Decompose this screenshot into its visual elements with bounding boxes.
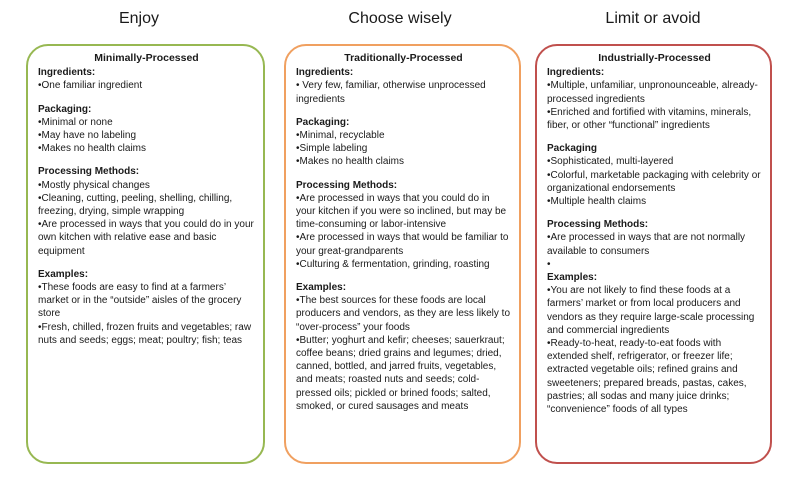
ingredients-heading: Ingredients:: [547, 67, 605, 79]
card-industrially-processed: [535, 44, 772, 464]
list-item: •: [547, 258, 551, 270]
list-item: •One familiar ingredient: [38, 80, 143, 92]
list-item: •Makes no health claims: [296, 156, 404, 168]
header-limit-or-avoid: Limit or avoid: [605, 10, 701, 27]
card-title: Industrially-Processed: [598, 52, 711, 64]
processing-methods-heading: Processing Methods:: [296, 179, 398, 191]
list-item: •Mostly physical changes: [38, 179, 150, 191]
list-item: • Very few, familiar, otherwise unprocessed ingredients: [296, 80, 486, 105]
ingredients-heading: Ingredients:: [38, 67, 96, 79]
header-enjoy: Enjoy: [118, 10, 160, 27]
list-item: •Are processed in ways that you could do in your own kitchen with relative ease and basic equipment: [38, 219, 254, 257]
ingredients-heading: Ingredients:: [296, 67, 354, 79]
processing-methods-heading: Processing Methods:: [547, 219, 649, 231]
card-title: Minimally-Processed: [94, 52, 199, 64]
list-item: •Culturing & fermentation, grinding, roasting: [296, 258, 490, 270]
examples-heading: Examples:: [38, 268, 89, 280]
list-item: •Colorful, marketable packaging with celebrity or organizational endorsements: [547, 169, 761, 194]
list-item: •Fresh, chilled, frozen fruits and vegetables; raw nuts and seeds; eggs; meat; poultry; fish; teas: [38, 321, 252, 346]
list-item: •Ready-to-heat, ready-to-eat foods with extended shelf, refrigerator, or freezer life; extracted vegetable oils; refined grains and sweeteners; prepared breads, pastas, cakes, pastries; all sodas and many juice drinks; “convenience” foods of all types: [547, 338, 747, 416]
list-item: •Simple labeling: [296, 143, 368, 155]
list-item: •Butter; yoghurt and kefir; cheeses; sauerkraut; coffee beans; dried grains and legumes; dried, canned, bottled, and jarred fruits, vegetables, and meats; roasted nuts and seeds; cold-pressed oils; pickled or brined foods; salted, smoked, or cured sausages and meats: [296, 334, 505, 412]
list-item: •Cleaning, cutting, peeling, shelling, chilling, freezing, drying, simple wrapping: [38, 192, 233, 218]
card-traditionally-processed: [284, 44, 521, 464]
list-item: •Sophisticated, multi-layered: [547, 156, 674, 168]
list-item: •Minimal, recyclable: [296, 130, 385, 142]
list-item: •Are processed in ways that are not normally available to consumers: [547, 232, 746, 257]
list-item: •Are processed in ways that you could do in your kitchen if you were so inclined, but may be time-consuming or labor-intensive: [296, 192, 507, 231]
list-item: •The best sources for these foods are local producers and vendors, as they are less likely to “over-process” your foods: [296, 295, 510, 333]
list-item: •Multiple, unfamiliar, unpronounceable, already-processed ingredients: [547, 80, 758, 105]
list-item: •Makes no health claims: [38, 143, 146, 155]
examples-heading: Examples:: [547, 272, 598, 284]
card-minimally-processed: [26, 44, 265, 464]
list-item: •Multiple health claims: [547, 196, 647, 208]
list-item: •Minimal or none: [38, 116, 113, 128]
packaging-heading: Packaging:: [296, 116, 350, 128]
packaging-heading-text: Packaging:: [38, 103, 92, 115]
list-item: •Enriched and fortified with vitamins, minerals, fiber, or other “functional” ingredients: [547, 106, 752, 132]
packaging-heading: Packaging: [547, 143, 598, 155]
list-item: •Are processed in ways that would be familiar to your great-grandparents: [296, 232, 509, 257]
packaging-heading: [38, 103, 255, 116]
card-title: Traditionally-Processed: [344, 52, 463, 64]
list-item: •May have no labeling: [38, 130, 137, 142]
processing-methods-heading: Processing Methods:: [38, 166, 140, 178]
header-choose-wisely: Choose wisely: [348, 10, 452, 27]
list-item: •You are not likely to find these foods at a farmers’ market or from local producers and vendors as they require large-scale processing and commercial ingredients: [547, 285, 755, 336]
list-item: •These foods are easy to find at a farmers’ market or in the “outside” aisles of the grocery store: [38, 282, 242, 320]
examples-heading: Examples:: [296, 282, 347, 294]
